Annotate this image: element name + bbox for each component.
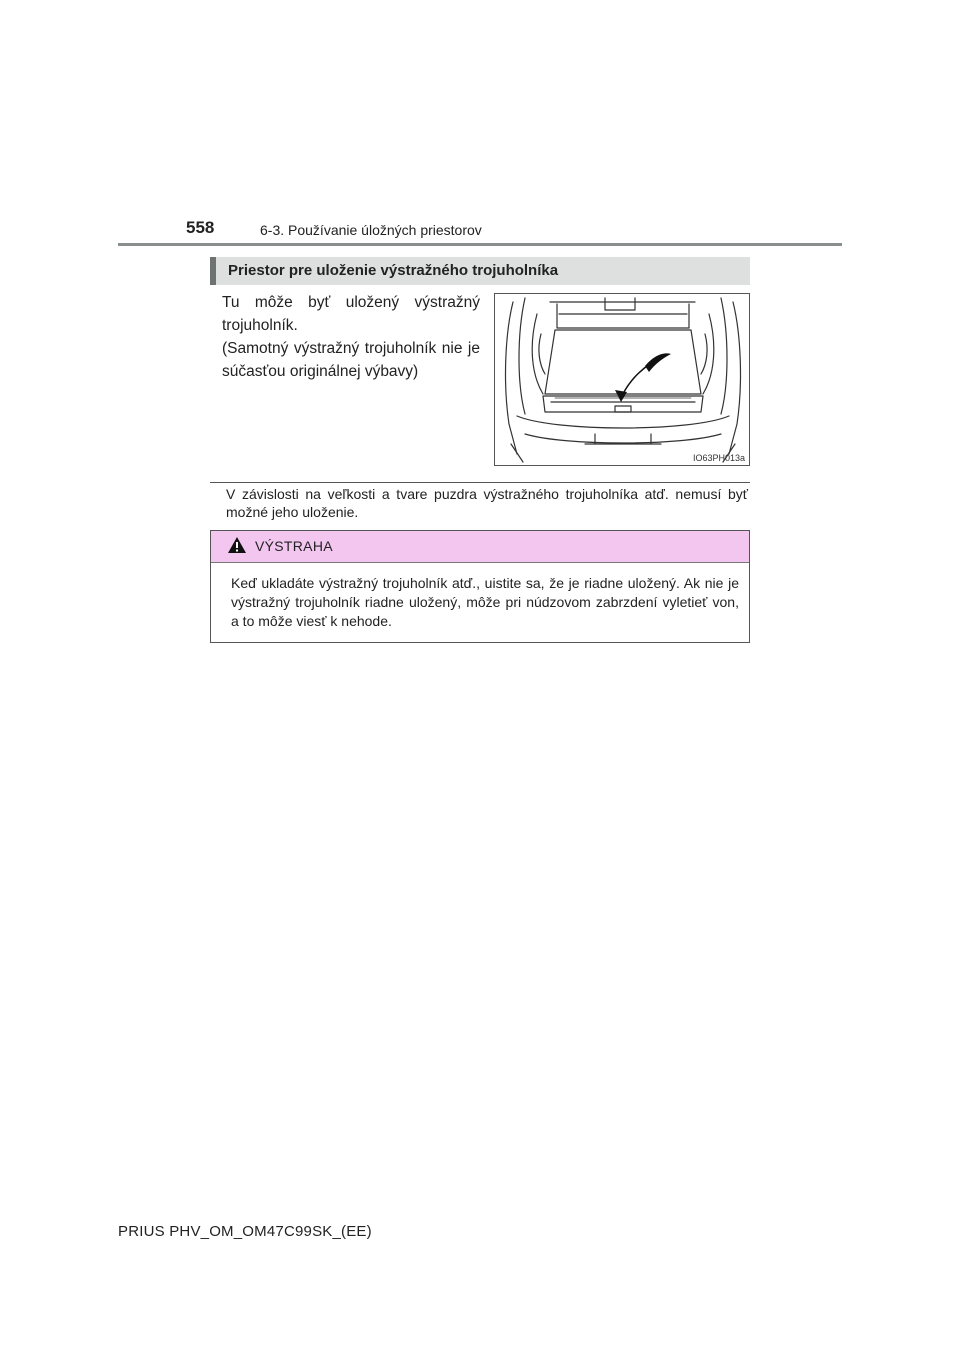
luggage-compartment-figure — [494, 293, 750, 466]
section-title: 6-3. Používanie úložných priestorov — [260, 222, 482, 238]
note-divider — [210, 482, 750, 483]
warning-triangle-icon — [227, 536, 247, 559]
warning-text: Keď ukladáte výstražný trojuholník atď., uistite sa, že je riadne uložený. Ak nie je výstražný trojuholník riadne uložený, môže pri núdzovom zabrzdení vyletieť von, a to môže viesť k nehode. — [231, 575, 739, 629]
intro-text — [222, 291, 480, 383]
warning-label: VÝSTRAHA — [255, 538, 333, 554]
luggage-compartment-illustration — [495, 294, 750, 466]
section-heading-bar — [210, 257, 750, 285]
intro-line-1: Tu môže byť uložený výstražný trojuholník. — [222, 294, 480, 334]
warning-header — [211, 531, 749, 563]
intro-line-2: (Samotný výstražný trojuholník nie je súčasťou originálnej výbavy) — [222, 340, 480, 380]
page-number: 558 — [186, 218, 215, 237]
header-divider — [118, 243, 842, 246]
figure-code: IO63PH013a — [692, 453, 745, 463]
section-heading: Priestor pre uloženie výstražného trojuholníka — [228, 262, 559, 279]
warning-box — [210, 530, 750, 643]
footer-document-id: PRIUS PHV_OM_OM47C99SK_(EE) — [118, 1223, 372, 1240]
note-text: V závislosti na veľkosti a tvare puzdra výstražného trojuholníka atď. nemusí byť možné jeho uloženie. — [226, 486, 748, 520]
